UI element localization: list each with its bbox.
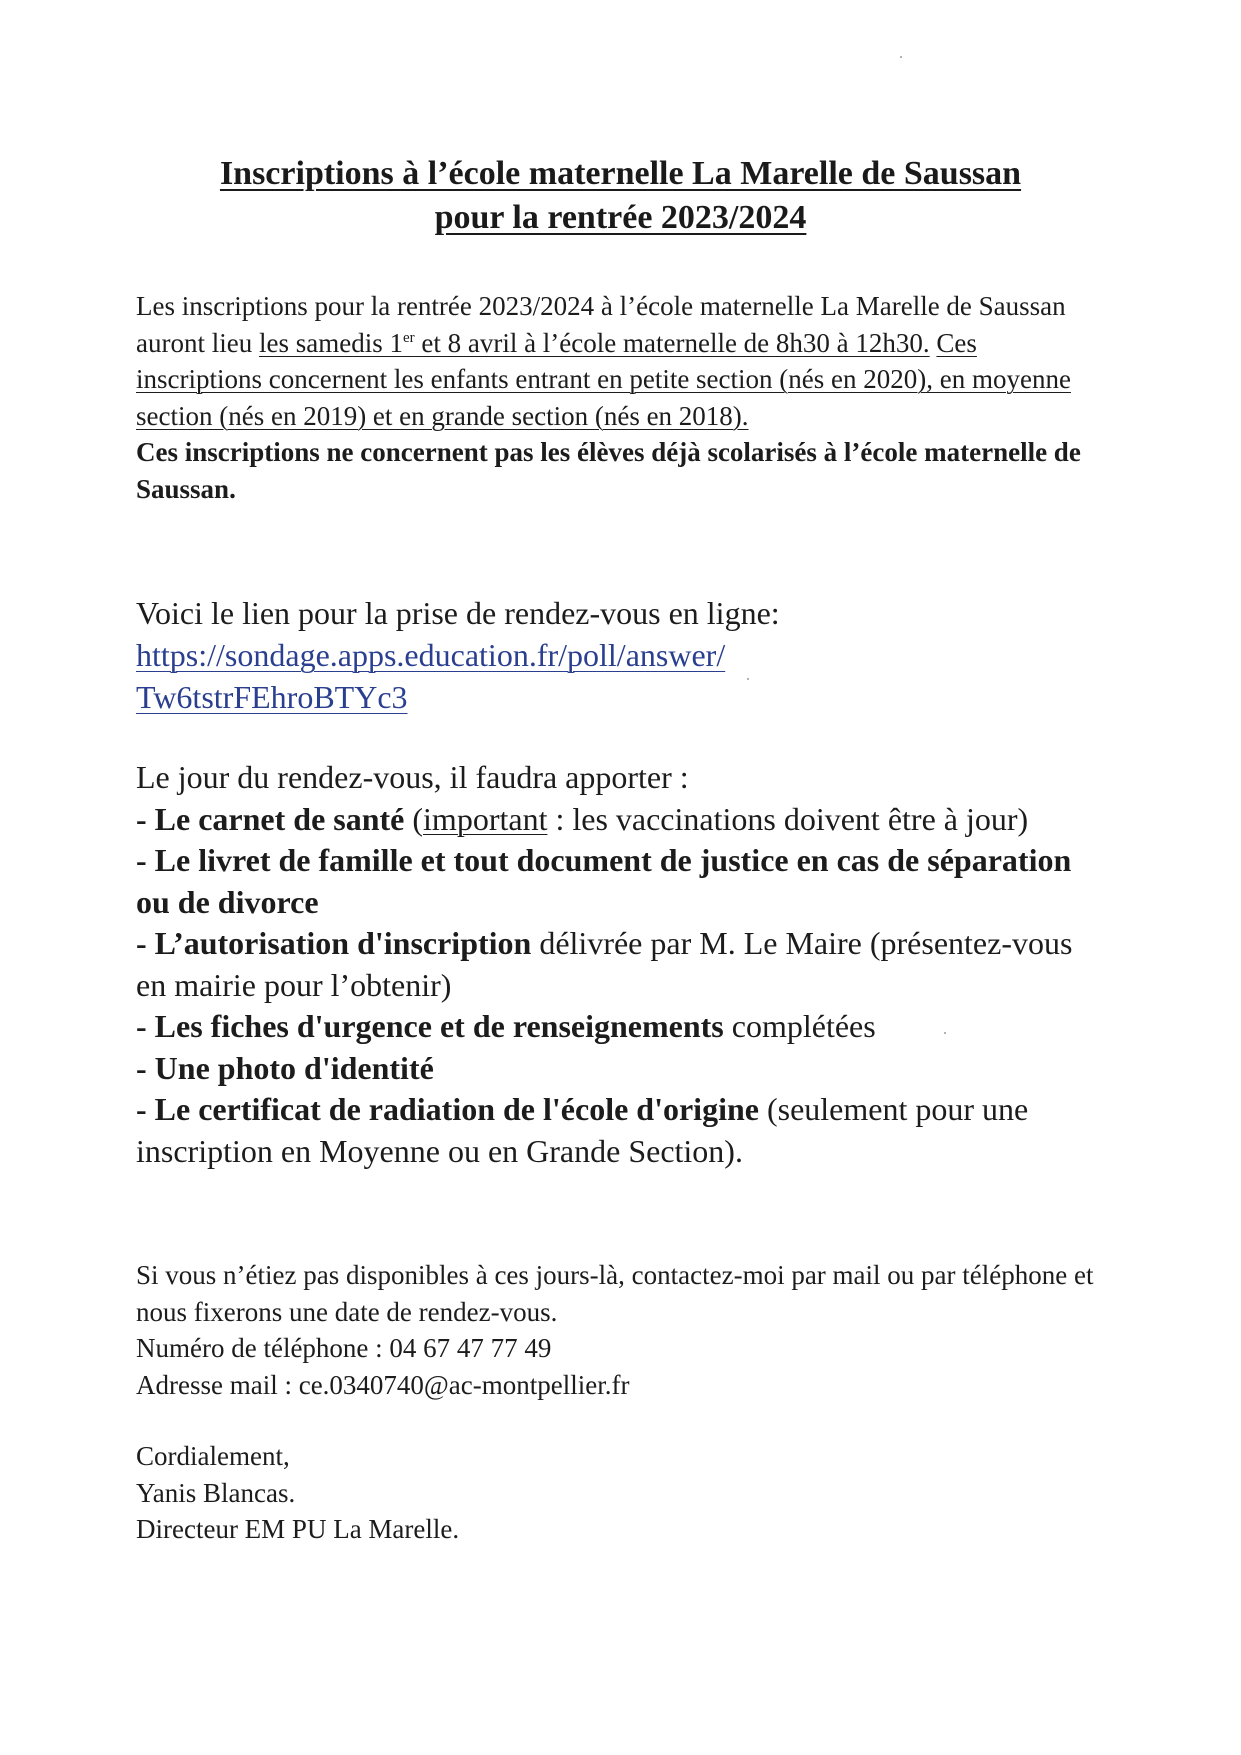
link-url-line-2: Tw6tstrFEhroBTYc3 (136, 679, 408, 715)
item1-rest: : les vaccinations doivent être à jour) (547, 800, 1029, 837)
intro-sections-underlined: Ces inscriptions concernent les enfants entrant en petite section (nés en 2020), en moyenne section (nés en 2019) et en grande section (nés en 2018). (136, 327, 1071, 431)
list-item-photo: - Une photo d'identité (136, 1049, 434, 1086)
link-label: Voici le lien pour la prise de rendez-vous en ligne: (136, 595, 780, 631)
document-title (120, 152, 1121, 240)
contact-email: Adresse mail : ce.0340740@ac-montpellier.fr (136, 1369, 630, 1400)
intro-dates-underlined (259, 328, 930, 358)
link-url-line-1: https://sondage.apps.education.fr/poll/answer/ (136, 637, 726, 673)
title-line-1: Inscriptions à l’école maternelle La Marelle de Saussan (219, 155, 1022, 192)
list-item-family-book: - Le livret de famille et tout document de justice en cas de séparation ou de divorce (136, 842, 1072, 920)
item1-important: important (423, 800, 548, 837)
intro-bold-note: Ces inscriptions ne concernent pas les élèves déjà scolarisés à l’école maternelle de Saussan. (136, 437, 1081, 504)
appointment-link[interactable] (136, 637, 725, 715)
link-section (136, 592, 1096, 718)
contact-section (136, 1257, 1096, 1403)
signoff-greeting: Cordialement, (136, 1441, 290, 1471)
item4-rest: complétées (723, 1008, 876, 1044)
title-line-2: pour la rentrée 2023/2024 (434, 199, 807, 236)
requirements-list (136, 757, 1096, 1172)
scan-speck (900, 56, 902, 58)
list-item-certificate (136, 1089, 1096, 1172)
intro-text: Les inscriptions pour la rentrée 2023/2024 à l’école maternelle La Marelle de Saussan auront lieu (136, 291, 1066, 358)
contact-phone: Numéro de téléphone : 04 67 47 77 49 (136, 1333, 552, 1363)
item3-bold: - L’autorisation d'inscription (136, 925, 532, 961)
scan-speck (944, 1032, 946, 1034)
item4-bold: - Les fiches d'urgence et de renseignements (136, 1008, 724, 1044)
item3-rest: délivrée par M. Le Maire (présentez-vous en mairie pour l’obtenir) (136, 925, 1073, 1003)
contact-paragraph: Si vous n’étiez pas disponibles à ces jours-là, contactez-moi par mail ou par téléphone et nous fixerons une date de rendez-vous. (136, 1260, 1094, 1327)
list-item-forms (136, 1006, 1096, 1048)
intro-dates-part-a: les samedis 1 (258, 327, 403, 358)
signoff-title: Directeur EM PU La Marelle. (136, 1514, 460, 1544)
intro-dates-part-b: et 8 avril à l’école maternelle de 8h30 à 12h30. (414, 327, 930, 358)
signoff-name: Yanis Blancas. (136, 1477, 296, 1508)
signoff-section (136, 1438, 1096, 1548)
intro-paragraph (136, 288, 1096, 434)
item1-bold: - Le carnet de santé (136, 800, 405, 837)
intro-dates-superscript: er (402, 329, 415, 346)
list-item-health-record (136, 799, 1096, 841)
item6-rest: (seulement pour une inscription en Moyenne ou en Grande Section). (136, 1091, 1029, 1169)
intro-section (136, 288, 1096, 507)
item6-bold: - Le certificat de radiation de l'école d'origine (136, 1091, 759, 1127)
scan-speck (747, 678, 749, 680)
item1-open: ( (404, 800, 424, 837)
list-item-authorization (136, 923, 1096, 1006)
list-intro: Le jour du rendez-vous, il faudra apporter : (136, 759, 689, 795)
